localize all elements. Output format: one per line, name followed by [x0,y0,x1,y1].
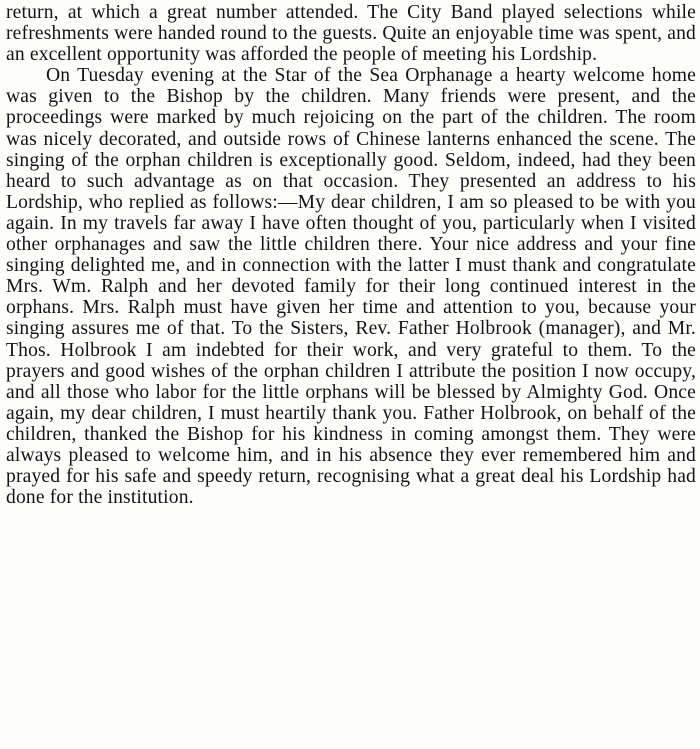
paragraph-city-band: return, at which a great number attended. The City Band played selections while refreshments were handed round to the guests. Quite an enjoyable time was spent, and an excellent opportunity was afforded the people of meeting his Lordship. [6,2,696,66]
article-column [6,2,696,508]
paragraph-orphanage-welcome: On Tuesday evening at the Star of the Sea Orphanage a hearty welcome home was given to the Bishop by the children. Many friends were present, and the proceedings were marked by much rejoicing on the part of the children. The room was nicely decorated, and outside rows of Chinese lanterns enhanced the scene. The singing of the orphan children is exceptionally good. Seldom, indeed, had they been heard to such advantage as on that occasion. They presented an address to his Lordship, who replied as follows:—My dear children, I am so pleased to be with you again. In my travels far away I have often thought of you, particularly when I visited other orphanages and saw the little children there. Your nice address and your fine singing delighted me, and in connection with the latter I must thank and congratulate Mrs. Wm. Ralph and her devoted family for their long continued interest in the orphans. Mrs. Ralph must have given her time and attention to you, because your singing assures me of that. To the Sisters, Rev. Father Holbrook (manager), and Mr. Thos. Holbrook I am indebted for their work, and very grateful to them. To the prayers and good wishes of the orphan children I attribute the position I now occupy, and all those who labor for the little orphans will be blessed by Almighty God. Once again, my dear children, I must heartily thank you. Father Holbrook, on behalf of the children, thanked the Bishop for his kindness in coming amongst them. They were always pleased to welcome him, and in his absence they ever remembered him and prayed for his safe and speedy return, recognising what a great deal his Lordship had done for the institution. [6,65,696,509]
